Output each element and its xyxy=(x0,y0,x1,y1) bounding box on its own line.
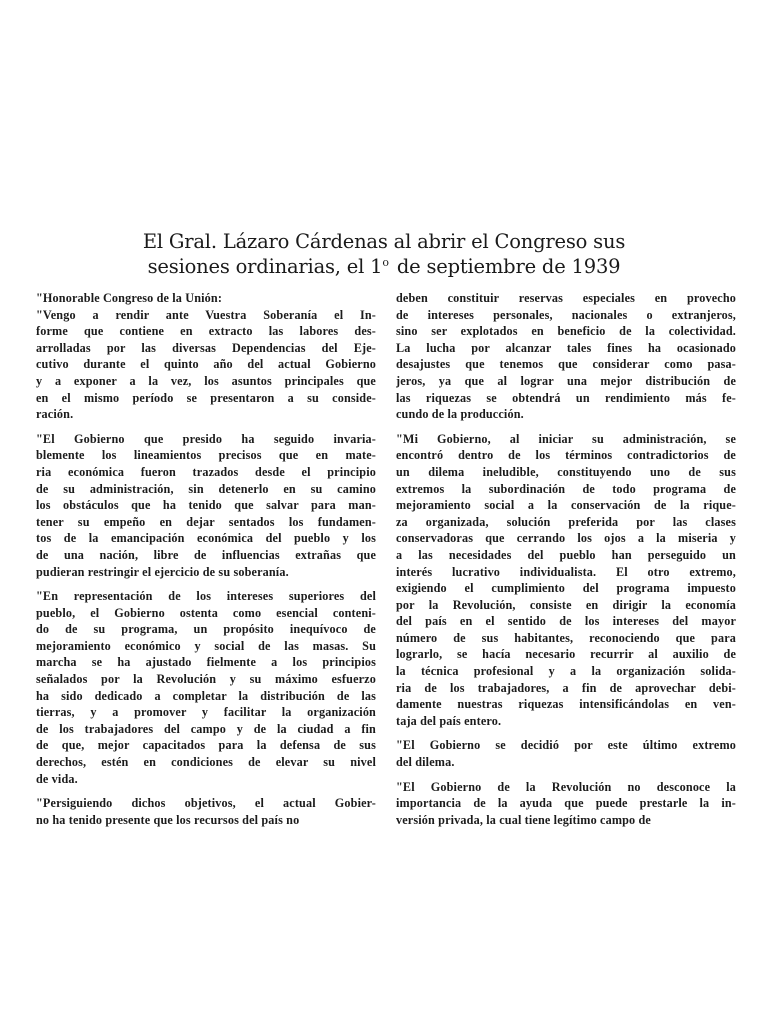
text-line: do de su programa, un propósito inequívoco de xyxy=(36,622,376,637)
text-line: las riquezas se obtendrá un rendimiento más fe- xyxy=(396,390,736,405)
title-line-2 xyxy=(100,254,668,282)
text-line: marcha se ha ajustado fielmente a los principios xyxy=(36,655,376,670)
right-column-paragraph xyxy=(396,431,736,730)
text-line: damente nuestras riquezas intensificándolas en ven- xyxy=(396,697,736,712)
text-line: za organizada, solución preferida por las clases xyxy=(396,514,736,529)
text-line: ha sido dedicado a completar la distribución de las xyxy=(36,688,376,703)
right-column xyxy=(396,290,736,836)
text-line: la técnica profesional y a la organización solida- xyxy=(396,664,736,679)
left-column-paragraph xyxy=(36,307,376,423)
text-line: ria de los trabajadores, a fin de aprovechar debi- xyxy=(396,680,736,695)
text-line: "Vengo a rendir ante Vuestra Soberanía el In- xyxy=(36,307,376,322)
text-line: cutivo durante el quinto año del actual Gobierno xyxy=(36,357,376,372)
text-line: tierras, y a promover y facilitar la organización xyxy=(36,705,376,720)
text-line: ración. xyxy=(36,407,74,422)
title-ordinal-superscript: o xyxy=(382,256,389,269)
text-line: en el mismo período se presentaron a su conside- xyxy=(36,390,376,405)
page-title xyxy=(100,229,668,282)
text-line: del país en el sentido de los intereses del mayor xyxy=(396,614,736,629)
left-column-paragraph xyxy=(36,290,376,307)
left-column xyxy=(36,290,376,836)
text-line: mejoramiento económico y social de las masas. Su xyxy=(36,638,376,653)
text-line: "En representación de los intereses superiores del xyxy=(36,589,376,604)
text-line: jeros, ya que al lograr una mejor distribución de xyxy=(396,373,736,388)
text-line: tener su empeño en dejar sentados los fundamen- xyxy=(36,514,376,529)
title-line-2-post: de septiembre de 1939 xyxy=(390,255,621,278)
text-line: deben constituir reservas especiales en provecho xyxy=(396,291,736,305)
text-line: un dilema ineludible, constituyendo uno de sus xyxy=(396,464,736,479)
text-line: pueblo, el Gobierno ostenta como esencial conteni- xyxy=(36,605,376,620)
text-line: por la Revolución, consiste en dirigir la economía xyxy=(396,597,736,612)
text-line: "Honorable Congreso de la Unión: xyxy=(36,291,223,305)
text-line: "El Gobierno se decidió por este último extremo xyxy=(396,738,736,753)
text-line: mejoramiento social a la conservación de la rique- xyxy=(396,498,736,513)
text-line: de vida. xyxy=(36,771,78,786)
text-line: interés lucrativo individualista. El otro extremo, xyxy=(396,564,736,579)
title-line-2-pre: sesiones ordinarias, el 1 xyxy=(147,255,383,278)
text-line: tos de la emancipación económica del pueblo y los xyxy=(36,531,376,546)
text-line: importancia de la ayuda que puede prestarle la in- xyxy=(396,796,736,811)
text-line: de una nación, libre de influencias extrañas que xyxy=(36,547,376,562)
text-line: "Persiguiendo dichos objetivos, el actual Gobier- xyxy=(36,796,376,811)
text-line: derechos, estén en condiciones de elevar su nivel xyxy=(36,755,376,770)
text-line: lograrlo, se hacía necesario recurrir al auxilio de xyxy=(396,647,736,662)
right-column-paragraph xyxy=(396,737,736,770)
text-line: pudieran restringir el ejercicio de su soberanía. xyxy=(36,564,289,579)
right-column-paragraph xyxy=(396,779,736,829)
text-line: forme que contiene en extracto las labores des- xyxy=(36,324,376,339)
text-line: a las necesidades del pueblo han perseguido un xyxy=(396,547,736,562)
text-line: de que, mejor capacitados para la defensa de sus xyxy=(36,738,376,753)
text-line: sino ser explotados en beneficio de la colectividad. xyxy=(396,324,736,339)
text-line: taja del país entero. xyxy=(396,713,502,728)
left-column-paragraph xyxy=(36,588,376,787)
text-line: de su administración, sin detenerlo en su camino xyxy=(36,481,376,496)
text-line: encontró dentro de los términos contradictorios de xyxy=(396,448,736,463)
text-line: y a exponer a la vez, los asuntos principales que xyxy=(36,373,376,388)
title-line-1: El Gral. Lázaro Cárdenas al abrir el Congreso sus xyxy=(142,230,626,253)
text-line: desajustes que tenemos que considerar como pasa- xyxy=(396,357,736,372)
text-line: no ha tenido presente que los recursos del país no xyxy=(36,812,300,827)
text-line: extremos la subordinación de todo programa de xyxy=(396,481,736,496)
text-line: número de sus habitantes, reconociendo que para xyxy=(396,630,736,645)
text-line: del dilema. xyxy=(396,755,455,770)
text-line: señalados por la Revolución y su máximo esfuerzo xyxy=(36,672,376,687)
right-column-paragraph xyxy=(396,290,736,423)
text-line: arrolladas por las diversas Dependencias del Eje- xyxy=(36,340,376,355)
text-line: "Mi Gobierno, al iniciar su administración, se xyxy=(396,431,736,446)
text-line: "El Gobierno de la Revolución no desconoce la xyxy=(396,779,736,794)
text-line: versión privada, la cual tiene legítimo campo de xyxy=(396,812,651,827)
text-line: ria económica fueron trazados desde el principio xyxy=(36,464,376,479)
text-line: cundo de la producción. xyxy=(396,407,524,422)
text-line: conservadoras que cerrando los ojos a la miseria y xyxy=(396,531,736,546)
text-line: los obstáculos que ha tenido que salvar para man- xyxy=(36,498,376,513)
left-column-paragraph xyxy=(36,795,376,828)
text-line: blemente los lineamientos precisos que en mate- xyxy=(36,448,376,463)
text-line: de los trabajadores del campo y de la ciudad a fin xyxy=(36,721,376,736)
text-line: La lucha por alcanzar tales fines ha ocasionado xyxy=(396,340,736,355)
text-line: de intereses personales, nacionales o extranjeros, xyxy=(396,307,736,322)
text-line: "El Gobierno que presido ha seguido invaria- xyxy=(36,431,376,446)
left-column-paragraph xyxy=(36,431,376,580)
text-line: exigiendo el cumplimiento del programa impuesto xyxy=(396,581,736,596)
